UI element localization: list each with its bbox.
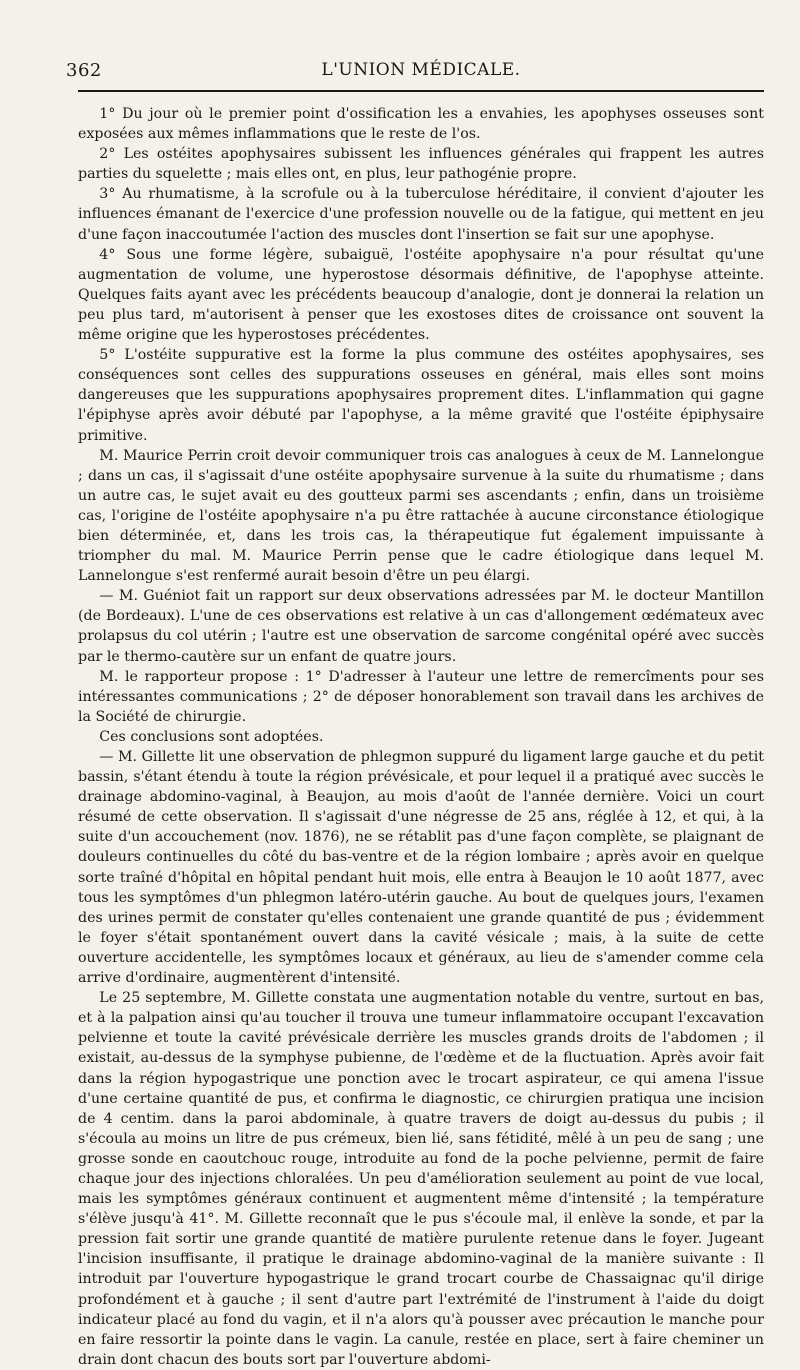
paragraph: 3° Au rhumatisme, à la scrofule ou à la tuberculose héréditaire, il convient d'ajouter les influences émanant de l'exercice d'une profession nouvelle ou de la fatigue, qui mettent en jeu d'une façon inaccoutumée l'action des muscles dont l'insertion se fait sur une apophyse. xyxy=(78,186,764,243)
paragraph: 2° Les ostéites apophysaires subissent les influences générales qui frappent les autres parties du squelette ; mais elles ont, en plus, leur pathogénie propre. xyxy=(78,146,764,183)
paragraph: Le 25 septembre, M. Gillette constata une augmentation notable du ventre, surtout en bas, et à la palpation ainsi qu'au toucher il trouva une tumeur inflammatoire occupant l'excavation pelvienne et toute la cavité prévésicale derrière les muscles grands droits de l'abdomen ; il existait, au-dessus de la symphyse pubienne, de l'œdème et de la fluctuation. Après avoir fait dans la région hypogastrique une ponction avec le trocart aspirateur, ce qui amena l'issue d'une certaine quantité de pus, et confirma le diagnostic, ce chirurgien pratiqua une incision de 4 centim. dans la paroi abdominale, à quatre travers de doigt au-dessus du pubis ; il s'écoula au moins un litre de pus crémeux, bien lié, sans fétidité, mêlé à un peu de sang ; une grosse sonde en caoutchouc rouge, introduite au fond de la poche pelvienne, permit de faire chaque jour des injections chloralées. Un peu d'amélioration seulement au point de vue local, mais les symptômes généraux continuent et augmentent même d'intensité ; la température s'élève jusqu'à 41°. M. Gillette reconnaît que le pus s'écoule mal, il enlève la sonde, et par la pression fait sortir une grande quantité de matière purulente retenue dans le foyer. Jugeant l'incision insuffisante, il pratique le drainage abdomino-vaginal de la manière suivante : Il introduit par l'ouverture hypogastrique le grand trocart courbe de Chassaignac qu'il dirige profondément et à gauche ; il sent d'autre part l'extrémité de l'instrument à l'aide du doigt indicateur placé au fond du vagin, et il n'a alors qu'à pousser avec précaution le manche pour en faire ressortir la pointe dans le vagin. La canule, restée en place, sert à faire cheminer un drain dont chacun des bouts sort par l'ouverture abdomi- xyxy=(78,990,764,1368)
paragraph: 5° L'ostéite suppurative est la forme la plus commune des ostéites apophysaires, ses conséquences sont celles des suppurations osseuses en général, mais elles sont moins dangereuses que les suppurations apophysaires proprement dites. L'inflammation qui gagne l'épiphyse après avoir débuté par l'apophyse, a la même gravité que l'ostéite épiphysaire primitive. xyxy=(78,347,764,444)
paragraph: — M. Guéniot fait un rapport sur deux observations adressées par M. le docteur Mantillon (de Bordeaux). L'une de ces observations est relative à un cas d'allongement œdémateux avec prolapsus du col utérin ; l'autre est une observation de sarcome congénital opéré avec succès par le thermo-cautère sur un enfant de quatre jours. xyxy=(78,588,764,665)
page-number: 362 xyxy=(66,60,102,81)
page-header xyxy=(66,58,764,84)
header-rule xyxy=(78,90,764,92)
paragraph: M. Maurice Perrin croit devoir communiquer trois cas analogues à ceux de M. Lannelongue ; dans un cas, il s'agissait d'une ostéite apophysaire survenue à la suite du rhumatisme ; dans un autre cas, le sujet avait eu des goutteux parmi ses ascendants ; enfin, dans un troisième cas, l'origine de l'ostéite apophysaire n'a pu être rattachée à aucune circonstance étiologique bien déterminée, et, dans les trois cas, la thérapeutique fut également impuissante à triompher du mal. M. Maurice Perrin pense que le cadre étiologique dans lequel M. Lannelongue s'est renfermé aurait besoin d'être un peu élargi. xyxy=(78,447,764,585)
body-text xyxy=(78,104,764,1370)
paragraph: M. le rapporteur propose : 1° D'adresser à l'auteur une lettre de remercîments pour ses intéressantes communications ; 2° de déposer honorablement son travail dans les archives de la Société de chirurgie. xyxy=(78,668,764,725)
paragraph: 1° Du jour où le premier point d'ossification les a envahies, les apophyses osseuses sont exposées aux mêmes inflammations que le reste de l'os. xyxy=(78,106,764,143)
running-title: L'UNION MÉDICALE. xyxy=(321,60,521,80)
paragraph: Ces conclusions sont adoptées. xyxy=(99,728,324,745)
paragraph: — M. Gillette lit une observation de phlegmon suppuré du ligament large gauche et du petit bassin, s'étant étendu à toute la région prévésicale, et pour lequel il a pratiqué avec succès le drainage abdomino-vaginal, à Beaujon, au mois d'août de l'année dernière. Voici un court résumé de cette observation. Il s'agissait d'une négresse de 25 ans, réglée à 12, et qui, à la suite d'un accouchement (nov. 1876), ne se rétablit pas d'une façon complète, se plaignant de douleurs continuelles du côté du bas-ventre et de la région lombaire ; après avoir en quelque sorte traîné d'hôpital en hôpital pendant huit mois, elle entra à Beaujon le 10 août 1877, avec tous les symptômes d'un phlegmon latéro-utérin gauche. Au bout de quelques jours, l'examen des urines permit de constater qu'elles contenaient une grande quantité de pus ; évidemment le foyer s'était spontanément ouvert dans la cavité vésicale ; mais, à la suite de cette ouverture accidentelle, les symptômes locaux et généraux, au lieu de s'amender comme cela arrive d'ordinaire, augmentèrent d'intensité. xyxy=(78,749,764,987)
paragraph: 4° Sous une forme légère, subaiguë, l'ostéite apophysaire n'a pour résultat qu'une augmentation de volume, une hyperostose désormais définitive, de l'apophyse atteinte. Quelques faits ayant avec les précédents beaucoup d'analogie, dont je donnerai la relation un peu plus tard, m'autorisent à penser que les exostoses dites de croissance ont souvent la même origine que les hyperostoses précédentes. xyxy=(78,246,764,344)
